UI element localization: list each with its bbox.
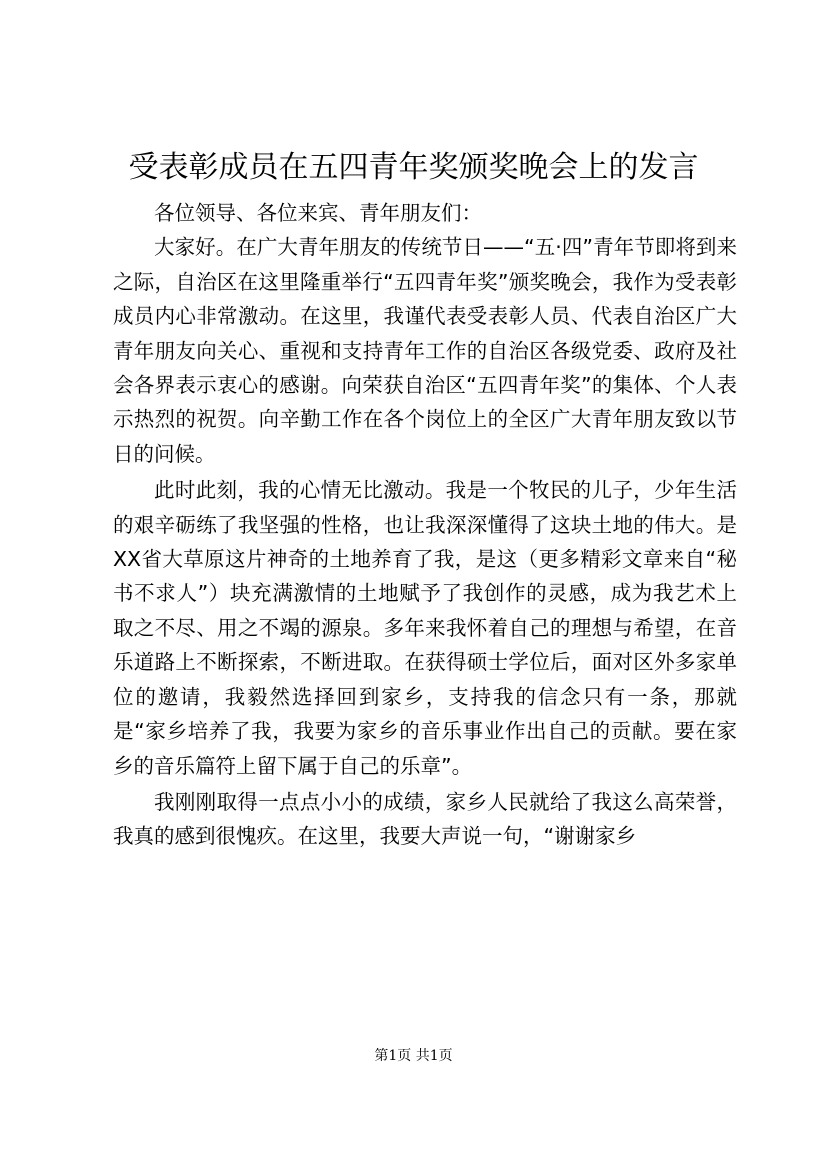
document-title: 受表彰成员在五四青年奖颁奖晚会上的发言	[128, 150, 699, 185]
body-paragraph: 我刚刚取得一点点小小的成绩，家乡人民就给了我这么高荣誉，我真的感到很愧疚。在这里，我要大声说一句，“谢谢家乡	[113, 789, 737, 849]
greeting-paragraph: 各位领导、各位来宾、青年朋友们：	[154, 201, 482, 225]
page-number: 第1页 共1页	[374, 1048, 453, 1064]
body-paragraph: 此时此刻，我的心情无比激动。我是一个牧民的儿子，少年生活的艰辛砺练了我坚强的性格，也让我深深懂得了这块土地的伟大。是XX省大草原这片神奇的土地养育了我，是这（更多精彩文章来自“秘书不求人”）块充满激情的土地赋予了我创作的灵感，成为我艺术上取之不尽、用之不竭的源泉。多年来我怀着自己的理想与希望，在音乐道路上不断探索，不断进取。在获得硕士学位后，面对区外多家单位的邀请，我毅然选择回到家乡，支持我的信念只有一条，那就是“家乡培养了我，我要为家乡的音乐事业作出自己的贡献。要在家乡的音乐篇符上留下属于自己的乐章”。	[113, 478, 737, 778]
body-paragraph: 大家好。在广大青年朋友的传统节日——“五·四”青年节即将到来之际，自治区在这里隆重举行“五四青年奖”颁奖晚会，我作为受表彰成员内心非常激动。在这里，我谨代表受表彰人员、代表自治区广大青年朋友向关心、重视和支持青年工作的自治区各级党委、政府及社会各界表示衷心的感谢。向荣获自治区“五四青年奖”的集体、个人表示热烈的祝贺。向辛勤工作在各个岗位上的全区广大青年朋友致以节日的问候。	[113, 235, 737, 466]
document-body	[113, 196, 737, 854]
